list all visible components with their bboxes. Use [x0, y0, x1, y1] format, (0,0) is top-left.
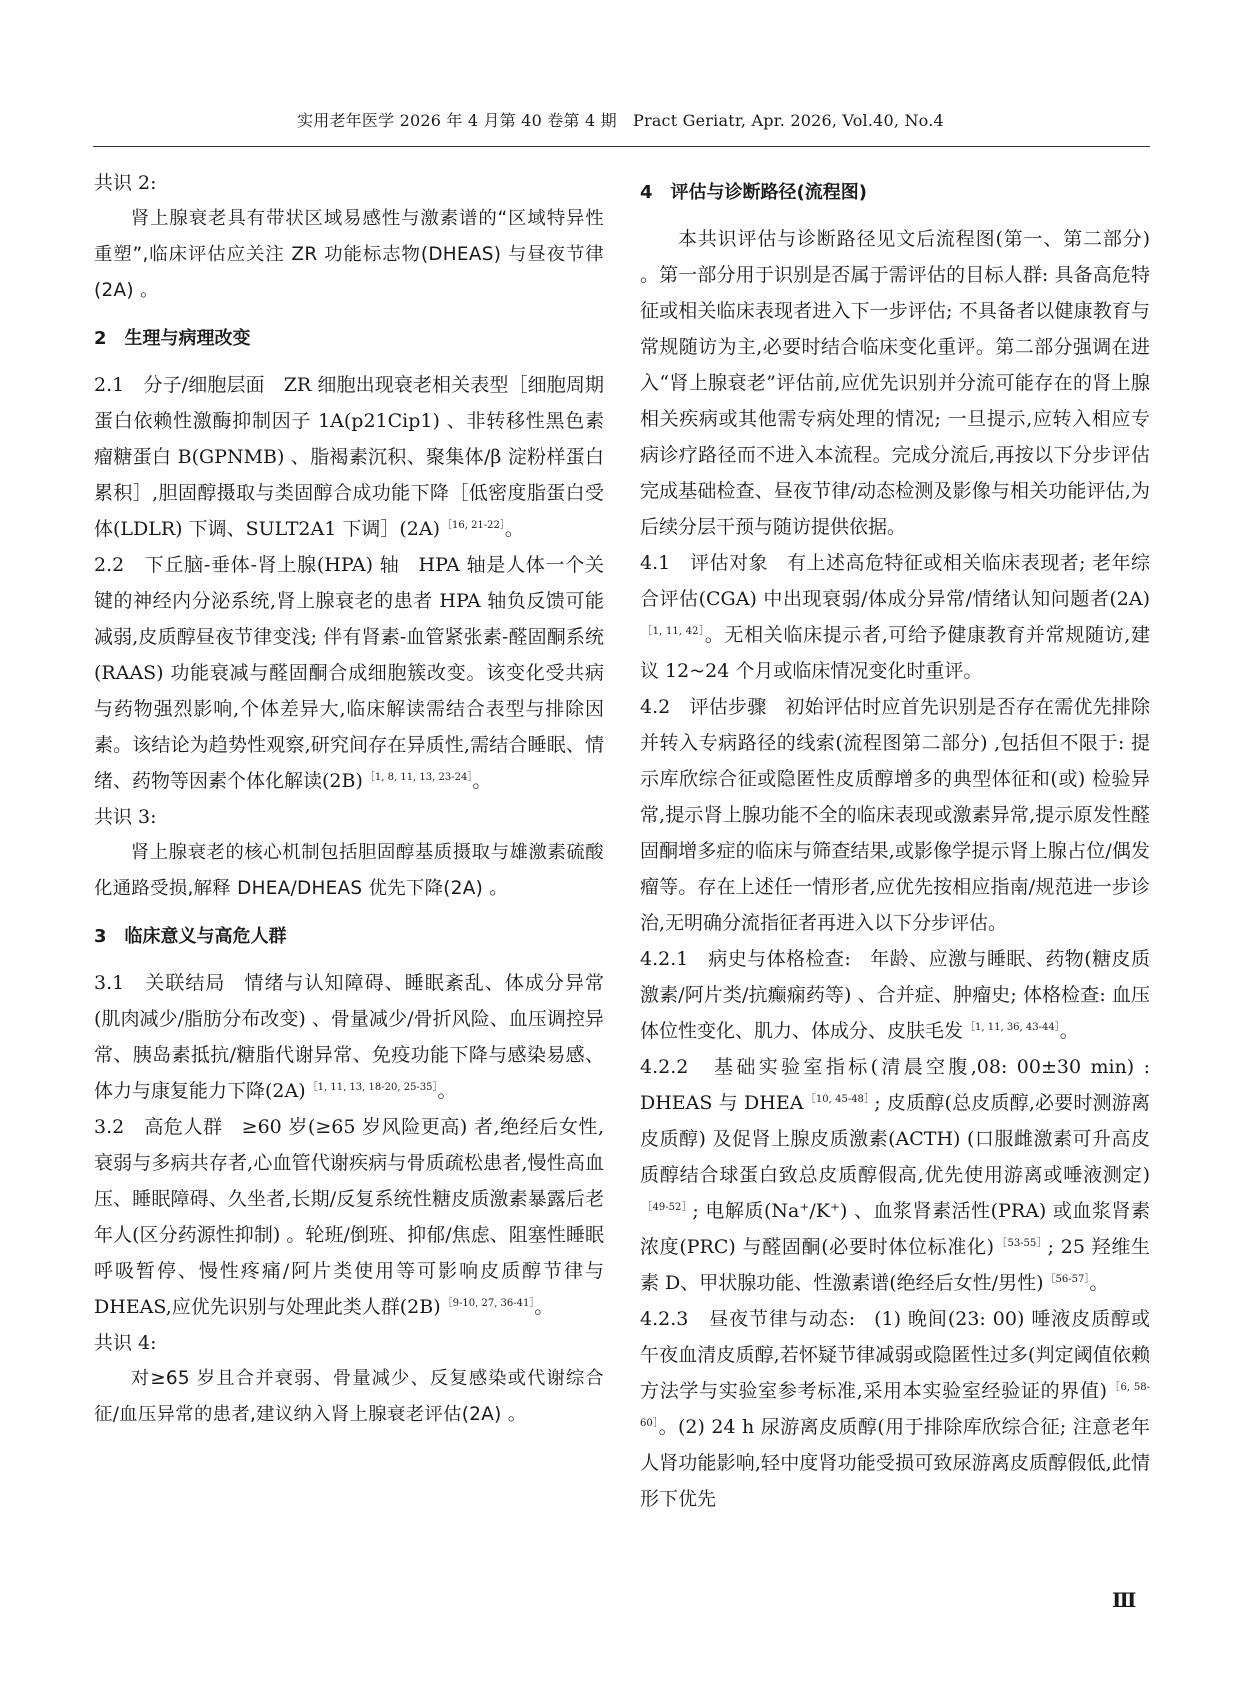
section-3-2-ref: ［9-10, 27, 36-41］ — [442, 1298, 535, 1309]
section-4-2-2-ref-b: ［49-52］ — [642, 1202, 693, 1213]
section-3-1-end: 。 — [437, 1080, 457, 1102]
section-4-2-1-end: 。 — [1059, 1020, 1079, 1042]
section-4-1-ref: ［1, 11, 42］ — [642, 626, 705, 637]
section-2-1 — [94, 367, 604, 547]
section-4-2-3-text-b: 。(2) 24 h 尿游离皮质醇(用于排除库欣综合征; 注意老年人肾功能影响,轻中度肾功能受损可致尿游离皮质醇假低,此情形下优先 — [640, 1416, 1150, 1510]
section-4-2-2-text-b: ; 皮质醇(总皮质醇,必要时测游离皮质醇) 及促肾上腺皮质激素(ACTH) (口服雌激素可升高皮质醇结合球蛋白致总皮质醇假高,优先使用游离或唾液测定) — [640, 1092, 1150, 1186]
section-4-2-1-title: 4.2.1 病史与体格检查: — [640, 948, 851, 970]
section-3-heading: 3 临床意义与高危人群 — [94, 926, 287, 947]
section-4-1-text2: 。无相关临床提示者,可给予健康教育并常规随访,建议 12~24 个月或临床情况变化时重评。 — [640, 624, 1150, 682]
section-4-2-2-end: 。 — [1089, 1272, 1109, 1294]
section-4-2-text: 初始评估时应首先识别是否存在需优先排除并转入专病路径的线索(流程图第二部分) ,包括但不限于: 提示库欣综合征或隐匿性皮质醇增多的典型体征和(或) 检验异常,提示肾上腺功能不全的临床表现或激素异常,提示原发性醛固酮增多症的临床与筛查结果,或影像学提示肾上腺占位/偶发瘤等。存在上述任一情形者,应优先按相应指南/规范进一步诊治,无明确分流指征者再进入以下分步评估。 — [640, 696, 1150, 934]
section-4-2-2-title: 4.2.2 基础实验室指标 — [640, 1056, 871, 1078]
section-4-1-text: 有上述高危特征或相关临床表现者; 老年综合评估(CGA) 中出现衰弱/体成分异常/情绪认知问题者(2A) — [640, 552, 1151, 610]
section-4-2-2-text-d: ; 25 羟维生素 D、甲状腺功能、性激素谱(绝经后女性/男性) — [640, 1236, 1150, 1294]
section-3-1-text: 情绪与认知障碍、睡眠紊乱、体成分异常(肌肉减少/脂肪分布改变) 、骨量减少/骨折风险、血压调控异常、胰岛素抵抗/糖脂代谢异常、免疫功能下降与感染易感、体力与康复能力下降(2A) — [94, 972, 604, 1102]
section-2-1-end: 。 — [504, 518, 524, 540]
consensus-4-label: 共识 4: — [94, 1332, 157, 1354]
right-column — [640, 165, 1150, 1517]
consensus-2-text: 肾上腺衰老具有带状区域易感性与激素谱的“区域特异性重塑”,临床评估应关注 ZR 功能标志物(DHEAS) 与昼夜节律(2A) 。 — [94, 208, 604, 301]
page-number: Ⅲ — [1112, 1588, 1137, 1612]
section-3-2 — [94, 1109, 604, 1325]
consensus-3-text: 肾上腺衰老的核心机制包括胆固醇基质摄取与雄激素硫酸化通路受损,解释 DHEA/DHEAS 优先下降(2A) 。 — [94, 842, 604, 899]
section-2-2-ref: ［1, 8, 11, 13, 23-24］ — [364, 772, 473, 783]
section-4-2-1 — [640, 941, 1150, 1049]
section-2-heading: 2 生理与病理改变 — [94, 328, 251, 349]
consensus-2-label: 共识 2: — [94, 172, 157, 194]
section-2-2-end: 。 — [472, 770, 492, 792]
section-4-2 — [640, 689, 1150, 941]
section-4-2-2-ref-c: ［53-55］ — [996, 1238, 1048, 1249]
section-4-2-2-ref-a: ［10, 45-48］ — [805, 1094, 875, 1105]
section-4-2-3-text-a: (1) 晚间(23: 00) 唾液皮质醇或午夜血清皮质醇,若怀疑节律减弱或隐匿性过多(判定阈值依赖方法学与实验室参考标准,采用本实验室经验证的界值) — [640, 1308, 1150, 1402]
section-2-2-title: 2.2 下丘脑-垂体-肾上腺(HPA) 轴 — [94, 554, 400, 576]
section-4-2-1-ref: ［1, 11, 36, 43-44］ — [965, 1022, 1060, 1033]
section-3-1-ref: ［1, 11, 13, 18-20, 25-35］ — [307, 1082, 438, 1093]
consensus-4-text: 对≥65 岁且合并衰弱、骨量减少、反复感染或代谢综合征/血压异常的患者,建议纳入肾上腺衰老评估(2A) 。 — [94, 1368, 604, 1425]
section-4-1-title: 4.1 评估对象 — [640, 552, 769, 574]
left-column — [94, 165, 604, 1439]
section-2-1-title: 2.1 分子/细胞层面 — [94, 374, 265, 396]
section-4-2-2-text-c: ; 电解质(Na⁺/K⁺) 、血浆肾素活性(PRA) 或血浆肾素浓度(PRC) 与醛固酮(必要时体位标准化) — [640, 1200, 1151, 1258]
section-4-2-2 — [640, 1049, 1150, 1301]
consensus-3-label: 共识 3: — [94, 806, 157, 828]
section-2-2-text: HPA 轴是人体一个关键的神经内分泌系统,肾上腺衰老的患者 HPA 轴负反馈可能减弱,皮质醇昼夜节律变浅; 伴有肾素-血管紧张素-醛固酮系统(RAAS) 功能衰减与醛固酮合成细胞簇改变。该变化受共病与药物强烈影响,个体差异大,临床解读需结合表型与排除因素。该结论为趋势性观察,研究间存在异质性,需结合睡眠、情绪、药物等因素个体化解读(2B) — [94, 554, 604, 792]
running-head: 实用老年医学 2026 年 4 月第 40 卷第 4 期 Pract Geriatr, Apr. 2026, Vol.40, No.4 — [297, 111, 944, 130]
section-4-2-2-text-a: (清晨空腹,08: 00±30 min) : DHEAS 与 DHEA — [640, 1056, 1150, 1114]
section-4-heading: 4 评估与诊断路径(流程图) — [640, 182, 867, 203]
section-3-1 — [94, 965, 604, 1109]
section-2-1-ref: ［16, 21-22］ — [441, 520, 505, 531]
section-2-1-text: ZR 细胞出现衰老相关表型［细胞周期蛋白依赖性激酶抑制因子 1A(p21Cip1) 、非转移性黑色素瘤糖蛋白 B(GPNMB) 、脂褐素沉积、聚集体/β 淀粉样蛋白累积］,胆固醇摄取与类固醇合成功能下降［低密度脂蛋白受体(LDLR) 下调、SULT2A1 下调］(2A) — [94, 374, 604, 540]
header-rule — [93, 146, 1150, 147]
section-4-2-3-ref-a: ［6, 58-60］ — [640, 1382, 1150, 1429]
section-4-intro: 本共识评估与诊断路径见文后流程图(第一、第二部分) 。第一部分用于识别是否属于需评估的目标人群: 具备高危特征或相关临床表现者进入下一步评估; 不具备者以健康教育与常规随访为主,必要时结合临床变化重评。第二部分强调在进入“肾上腺衰老”评估前,应优先识别并分流可能存在的肾上腺相关疾病或其他需专病处理的情况; 一旦提示,应转入相应专病诊疗路径而不进入本流程。完成分流后,再按以下分步评估完成基础检查、昼夜节律/动态检测及影像与相关功能评估,为后续分层干预与随访提供依据。 — [640, 228, 1150, 538]
section-4-2-3 — [640, 1301, 1150, 1517]
section-4-2-2-ref-d: ［56-57］ — [1045, 1274, 1090, 1285]
section-4-1 — [640, 545, 1150, 689]
section-2-2 — [94, 547, 604, 799]
section-3-2-text: ≥60 岁(≥65 岁风险更高) 者,绝经后女性,衰弱与多病共存者,心血管代谢疾病与骨质疏松患者,慢性高血压、睡眠障碍、久坐者,长期/反复系统性糖皮质激素暴露后老年人(区分药源性抑制) 。轮班/倒班、抑郁/焦虑、阻塞性睡眠呼吸暂停、慢性疼痛/阿片类使用等可影响皮质醇节律与 DHEAS,应优先识别与处理此类人群(2B) — [94, 1116, 605, 1318]
section-4-2-1-text: 年龄、应激与睡眠、药物(糖皮质激素/阿片类/抗癫痫药等) 、合并症、肿瘤史; 体格检查: 血压体位性变化、肌力、体成分、皮肤毛发 — [640, 948, 1150, 1042]
section-3-1-title: 3.1 关联结局 — [94, 972, 226, 994]
section-3-2-title: 3.2 高危人群 — [94, 1116, 223, 1138]
section-4-2-title: 4.2 评估步骤 — [640, 696, 767, 718]
section-4-2-3-title: 4.2.3 昼夜节律与动态: — [640, 1308, 856, 1330]
section-3-2-end: 。 — [534, 1296, 554, 1318]
